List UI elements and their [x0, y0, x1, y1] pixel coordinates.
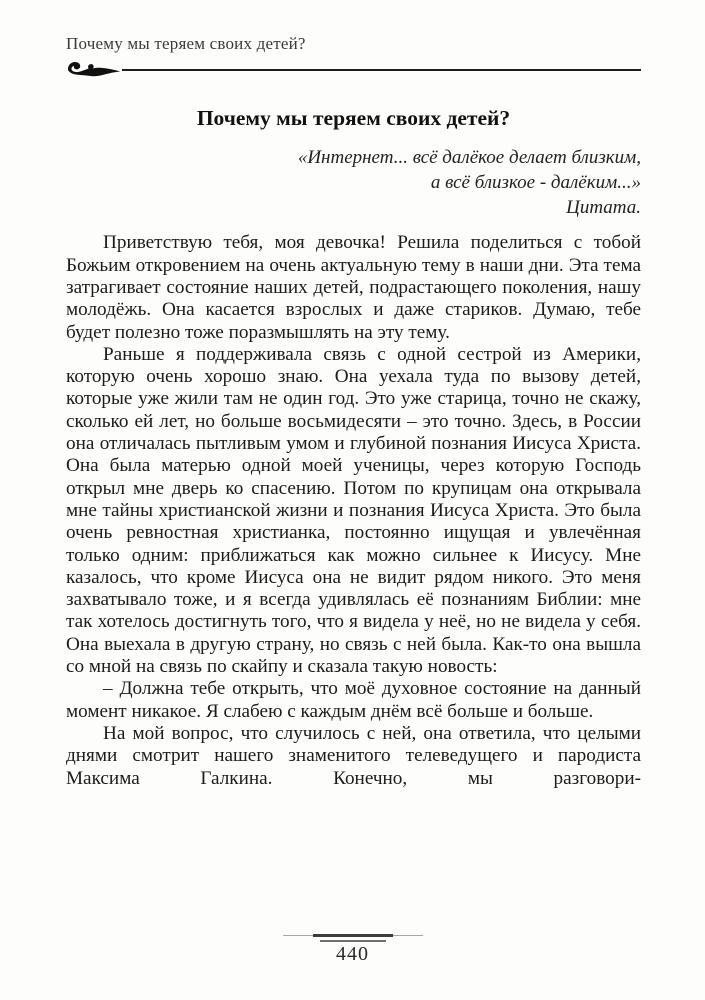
- body-text: [66, 232, 641, 789]
- footer-divider-ornament: [283, 933, 423, 942]
- page-number: 440: [336, 943, 369, 965]
- epigraph: [66, 145, 641, 220]
- epigraph-line: а всё близкое - далёким...»: [430, 172, 641, 194]
- page-title: Почему мы теряем своих детей?: [196, 106, 511, 130]
- calligraphic-flourish-icon: [66, 58, 122, 84]
- page-footer: [0, 933, 705, 966]
- running-header: Почему мы теряем своих детей?: [66, 34, 306, 53]
- paragraph: Приветствую тебя, моя девочка! Решила поделиться с тобой Божьим откровением на очень актуальную тему в наши дни. Эта тема затрагивает состояние наших детей, подрастающего поколения, нашу молодёжь. Она касается взрослых и даже стариков. Думаю, тебе будет полезно тоже поразмышлять на эту тему.: [66, 232, 641, 343]
- paragraph: Раньше я поддерживала связь с одной сестрой из Америки, которую очень хорошо знаю. Она уехала туда по вызову детей, которые уже жили там не один год. Это уже старица, точно не скажу, сколько ей лет, но больше восьмидесяти – это точно. Здесь, в России она отличалась пытливым умом и глубиной познания Иисуса Христа. Она была матерью одной моей ученицы, через которую Господь открыл мне дверь ко спасению. Потом по крупицам она открывала мне тайны христианской жизни и познания Иисуса Христа. Это была очень ревностная христианка, постоянно ищущая и увлечённая только одним: приближаться как можно сильнее к Иисусу. Мне казалось, что кроме Иисуса она не видит рядом никого. Это меня захватывало тоже, и я всегда удивлялась её познаниям Библии: мне так хотелось достигнуть того, что я видела у неё, но не видела у себя. Она выехала в другую страну, но связь с ней была. Как-то она вышла со мной на связь по скайпу и сказала такую новость:: [66, 343, 641, 678]
- paragraph-dialog: – Должна тебе открыть, что моё духовное состояние на данный момент никакое. Я слабею с каждым днём всё больше и больше.: [66, 678, 641, 722]
- header-divider: [66, 62, 641, 84]
- paragraph: На мой вопрос, что случилось с ней, она ответила, что целыми днями смотрит нашего знаменитого телеведущего и пародиста Максима Галкина. Конечно, мы разговори-: [66, 722, 641, 789]
- epigraph-line: «Интернет... всё далёкое делает близким,: [297, 147, 641, 169]
- footer-rule-mid: [313, 934, 393, 937]
- footer-rule-short: [320, 940, 386, 942]
- header-rule: [122, 69, 641, 71]
- epigraph-attribution: Цитата.: [566, 197, 641, 219]
